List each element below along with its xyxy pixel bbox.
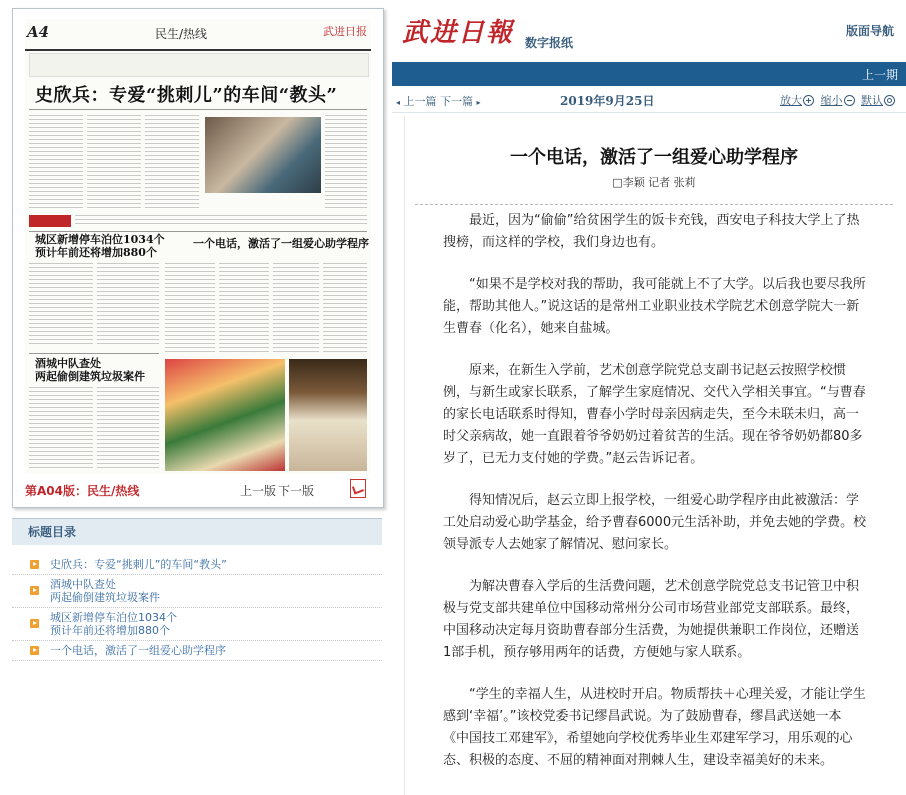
- title-list-item[interactable]: [12, 641, 382, 661]
- thumbnail-text-block: [325, 115, 367, 211]
- thumbnail-text-block: [29, 263, 93, 347]
- article-paragraph: “如果不是学校对我的帮助，我可能就上不了大学。以后我也要尽我所能，帮助其他人。”说这话的是常州工业职业技术学院艺术创意学院大一新生曹春（化名），她来自盐城。: [443, 277, 866, 336]
- site-subtitle: 数字报纸: [525, 36, 574, 50]
- thumbnail-headline[interactable]: 史欣兵：专爱“挑刺儿”的车间“教头”: [35, 85, 338, 106]
- thumbnail-text-block: [97, 387, 159, 471]
- thumbnail-text-block: [145, 115, 199, 211]
- thumbnail-footer: [25, 477, 371, 501]
- article-toolbar: [392, 86, 906, 113]
- article-paragraph: 最近，因为“偷偷”给贫困学生的饭卡充钱，西安电子科技大学上了热搜榜，而这样的学校，我们身边也有。: [443, 213, 860, 250]
- thumbnail-text-block: [219, 263, 269, 353]
- next-article-link[interactable]: 下一篇: [440, 95, 474, 108]
- article-body: [443, 210, 867, 792]
- zoom-in-link[interactable]: 放大: [780, 94, 802, 107]
- article-byline: □李颖 记者 张莉: [612, 176, 696, 189]
- right-triangle-icon: ▸: [476, 98, 481, 107]
- next-edition-link[interactable]: 下一版: [278, 484, 315, 498]
- title-directory-heading: 标题目录: [12, 518, 382, 545]
- article-title: 一个电话，激活了一组爱心助学程序: [510, 147, 798, 168]
- article-paragraph: 得知情况后，赵云立即上报学校，一组爱心助学程序由此被激活：学工处启动爱心助学基金，给予曹春6000元生活补助，并免去她的学费。校领导派专人去她家了解情况、慰问家长。: [443, 493, 867, 552]
- edition-label: 第A04版：民生/热线: [25, 484, 140, 498]
- thumbnail-lead-box: [29, 53, 369, 77]
- prev-issue-link[interactable]: 上一期: [861, 68, 898, 82]
- article-paragraph: 原来，在新生入学前，艺术创意学院党总支副书记赵云按照学校惯例，与新生或家长联系，了解学生家庭情况、交代入学相关事宜。“与曹春的家长电话联系时得知，曹春小学时母亲因病走失，至今未联未归，高一时父亲病故，她一直跟着爷爷奶奶过着贫苦的生活。现在爷爷奶奶都80多岁了，已无力支付她的学费。”赵云告诉记者。: [443, 363, 866, 466]
- thumbnail-text-block: [165, 263, 215, 353]
- thumbnail-headline-waste[interactable]: 酒城中队查处 两起偷倒建筑垃圾案件: [35, 357, 145, 383]
- site-logo[interactable]: 武进日報: [402, 18, 515, 48]
- left-panel: [0, 0, 392, 795]
- thumbnail-headline-parking[interactable]: 城区新增停车泊位1034个 预计年前还将增加880个: [35, 233, 165, 259]
- zoom-reset-icon[interactable]: [884, 95, 895, 106]
- issue-date: 2019年9月25日: [560, 94, 655, 108]
- arrow-bullet-icon: [30, 619, 39, 628]
- title-list-item[interactable]: [12, 575, 382, 608]
- thumbnail-text-block: [75, 215, 367, 227]
- thumbnail-text-block: [29, 387, 93, 471]
- zoom-controls: [780, 92, 898, 108]
- thumbnail-red-label: [29, 215, 71, 227]
- issue-nav-bar: [392, 62, 906, 86]
- left-triangle-icon: ◂: [396, 98, 401, 107]
- title-directory: [12, 518, 382, 661]
- prev-edition-link[interactable]: 上一版: [240, 484, 277, 498]
- zoom-default-link[interactable]: 默认: [861, 94, 883, 107]
- thumbnail-photo-workers: [205, 117, 321, 193]
- article-paragraph: “学生的幸福人生，从进校时开启。物质帮扶＋心理关爱，才能让学生感到‘幸福’。”该校党委书记缪昌武说。为了鼓励曹春，缪昌武送她一本《中国技工邓建军》，希望她向学校优秀毕业生邓建军学习，用乐观的心态、积极的态度、不屈的精神面对荆棘人生，建设幸福美好的未来。: [443, 687, 866, 768]
- article-panel: [404, 116, 903, 795]
- prev-article-link[interactable]: 上一篇: [403, 95, 437, 108]
- thumbnail-section: 民生/热线: [155, 27, 208, 41]
- title-list-label[interactable]: 史欣兵：专爱“挑刺儿”的车间“教头”: [50, 558, 227, 571]
- thumbnail-logo: 武进日报: [323, 25, 367, 38]
- title-list-label[interactable]: 城区新增停车泊位1034个 预计年前还将增加880个: [50, 611, 177, 637]
- thumbnail-rule: [29, 353, 159, 354]
- arrow-bullet-icon: [30, 560, 39, 569]
- thumbnail-text-block: [97, 263, 159, 347]
- thumbnail-text-block: [323, 263, 367, 353]
- article-paragraph: 为解决曹春入学后的生活费问题，艺术创意学院党总支书记管卫中积极与党支部共建单位中国移动常州分公司市场营业部党支部联系。最终，中国移动决定每月资助曹春部分生活费，为她提供兼职工作岗位，还赠送1部手机，预存够用两年的话费，方便她与家人联系。: [443, 579, 860, 660]
- thumbnail-photo-chart: [289, 359, 367, 471]
- thumbnail-rule: [29, 109, 367, 110]
- zoom-out-link[interactable]: 缩小: [820, 94, 843, 107]
- site-header: [392, 0, 906, 62]
- layout-navigation-link[interactable]: 版面导航: [845, 24, 894, 38]
- page-thumbnail[interactable]: [25, 19, 371, 474]
- thumbnail-rule: [29, 231, 367, 232]
- thumbnail-headline-charity[interactable]: 一个电话，激活了一组爱心助学程序: [193, 237, 369, 250]
- article-pager: [396, 93, 481, 109]
- thumbnail-text-block: [29, 115, 83, 211]
- thumbnail-text-block: [273, 263, 319, 353]
- thumbnail-header: [25, 19, 371, 51]
- title-list-label[interactable]: 一个电话，激活了一组爱心助学程序: [50, 644, 226, 657]
- title-divider: [415, 204, 893, 205]
- arrow-bullet-icon: [30, 586, 39, 595]
- title-list: [12, 555, 382, 661]
- thumbnail-text-block: [87, 115, 141, 211]
- pdf-icon[interactable]: [350, 479, 366, 498]
- arrow-bullet-icon: [30, 646, 39, 655]
- title-list-item[interactable]: [12, 555, 382, 575]
- title-list-item[interactable]: [12, 608, 382, 641]
- thumbnail-page-no: A4: [27, 23, 50, 41]
- page-thumbnail-frame: [12, 8, 384, 508]
- zoom-out-icon[interactable]: [844, 95, 855, 106]
- title-list-label[interactable]: 酒城中队查处 两起偷倒建筑垃圾案件: [50, 578, 160, 604]
- thumbnail-photo-ad: [165, 359, 285, 471]
- zoom-in-icon[interactable]: [803, 95, 814, 106]
